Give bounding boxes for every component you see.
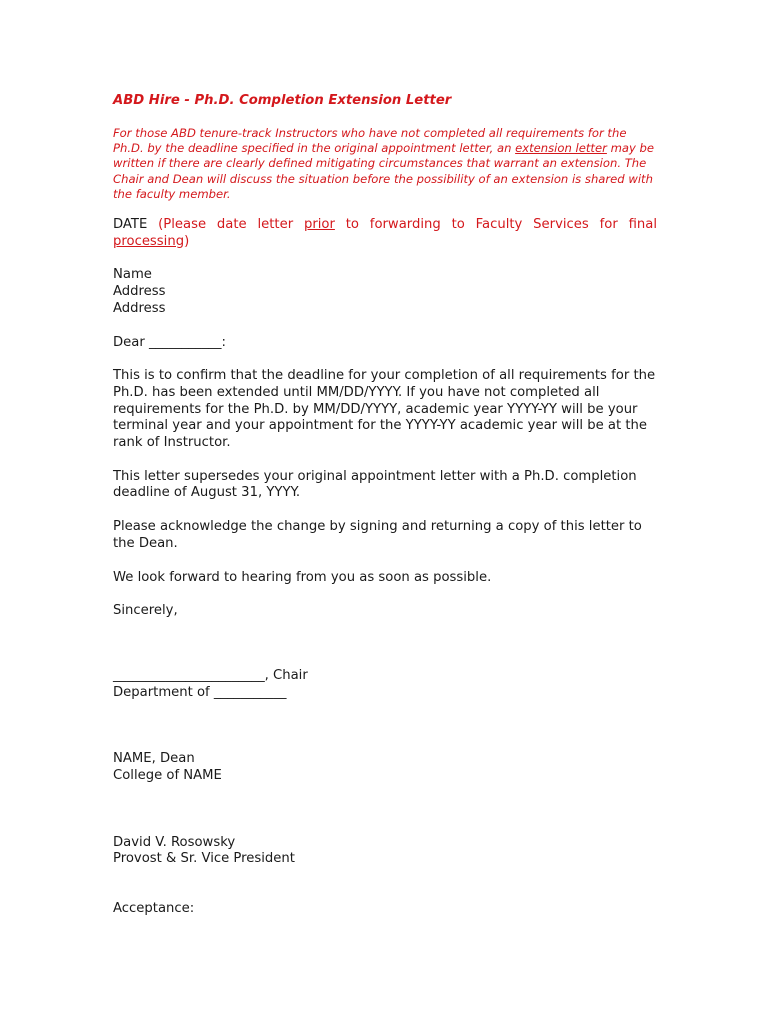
chair-signature-block (113, 668, 657, 701)
instructions-text-2: may be written if there are clearly defined mitigating circumstances that warrant an extension. The Chair and Dean will discuss the situation before the possibility of an extension is shared with the faculty member. (113, 141, 655, 201)
chair-department: Department of ___________ (113, 684, 287, 700)
extension-letter-link[interactable]: extension letter (515, 141, 607, 156)
date-line (113, 217, 657, 250)
instructions-text-1: For those ABD tenure-track Instructors who have not completed all requirements for the Ph.D. by the deadline specified in the original appointment letter, an (113, 126, 627, 156)
dean-signature-block (113, 751, 657, 784)
provost-name: David V. Rosowsky (113, 834, 236, 850)
body-paragraph-3: Please acknowledge the change by signing and returning a copy of this letter to the Dean. (113, 519, 642, 551)
recipient-address-1: Address (113, 284, 166, 300)
body-paragraph-1: This is to confirm that the deadline for your completion of all requirements for the Ph.D. has been extended until MM/DD/YYYY. If you have not completed all requirements for the Ph.D. by MM/DD/YYYY, academic year YYYY-YY will be your terminal year and your appointment for the YYYY-YY academic year will be at the rank of Instructor. (113, 368, 656, 451)
dean-college: College of NAME (113, 768, 222, 784)
acceptance-label: Acceptance: (113, 901, 195, 917)
date-note: (Please date letter prior to forwarding to Faculty Services for final processing) (113, 217, 657, 249)
date-note-processing: processing (113, 233, 185, 249)
instructions-paragraph (113, 126, 657, 202)
date-label: DATE (113, 217, 148, 233)
letter-content (113, 92, 657, 918)
letter-title: ABD Hire - Ph.D. Completion Extension Letter (113, 93, 452, 108)
provost-title: Provost & Sr. Vice President (113, 851, 295, 867)
provost-signature-block (113, 835, 657, 868)
dean-name: NAME, Dean (113, 751, 195, 767)
recipient-block (113, 267, 657, 317)
salutation: Dear ___________: (113, 334, 226, 350)
chair-signature-line: _______________________, Chair (113, 667, 308, 683)
recipient-name: Name (113, 267, 152, 283)
body-paragraph-4: We look forward to hearing from you as soon as possible. (113, 569, 492, 585)
date-note-prior: prior (303, 217, 335, 233)
body-paragraph-2: This letter supersedes your original appointment letter with a Ph.D. completion deadline of August 31, YYYY. (113, 468, 637, 501)
recipient-address-2: Address (113, 300, 166, 316)
closing: Sincerely, (113, 603, 178, 619)
